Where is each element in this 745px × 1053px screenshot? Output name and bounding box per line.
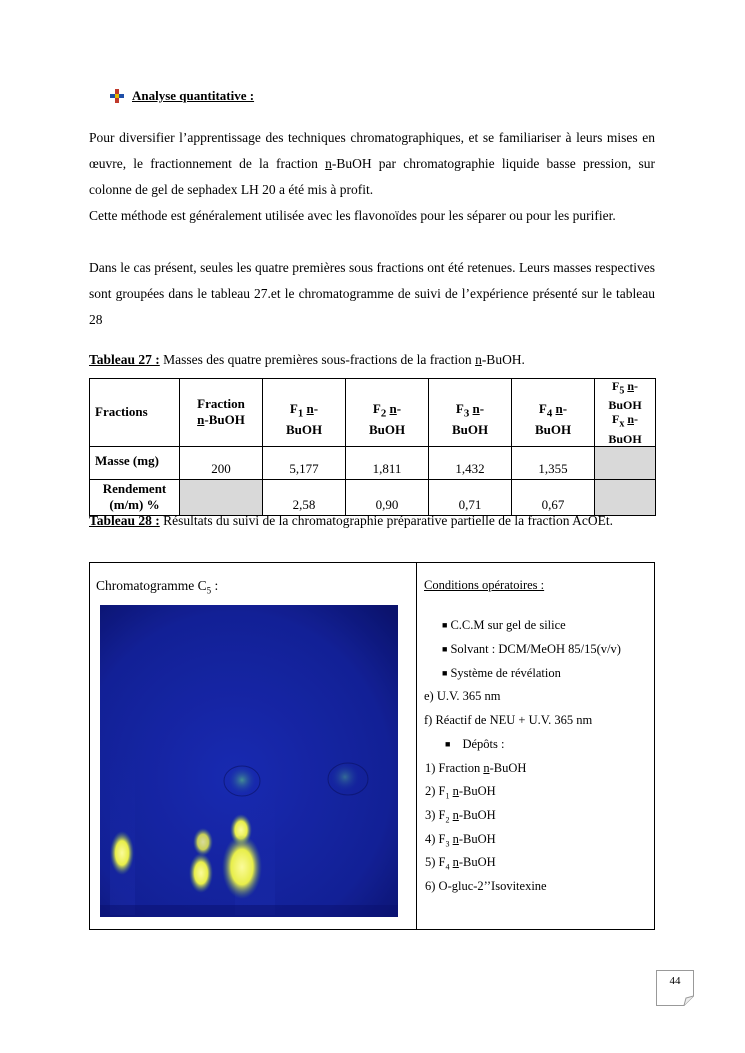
spot [193,828,213,856]
tlc-plate-drawing [100,605,398,917]
revelation-item: f) Réactif de NEU + U.V. 365 nm [424,713,593,727]
depot-item: 1) Fraction n-BuOH [425,761,527,775]
spot [110,831,134,875]
header-f5-fx: $F_5$ n-BuOH $F_x$ n-BuOH [595,379,656,447]
table-header-row [90,379,656,447]
table-cell: 5,177 [263,446,346,479]
table-cell: 2,58 [263,479,346,515]
header-f4: $F_4$ n- BuOH [512,379,595,447]
condition-item: ■ Solvant : DCM/MeOH 85/15(v/v) [442,642,621,656]
table-cell: 1,355 [512,446,595,479]
header-f1: $F_1$ n- BuOH [263,379,346,447]
paragraph-2: Cette méthode est généralement utilisée avec les flavonoïdes pour les séparer ou pour les purifier. [89,208,616,223]
depot-item: 5) $F_4$ n-BuOH [425,855,496,872]
table-cell: 1,811 [346,446,429,479]
depot-item: 3) $F_2$ n-BuOH [425,808,496,825]
depots-label: ■ Dépôts : [445,737,505,751]
row-label-masse: Masse (mg) [90,446,180,479]
paragraph-1: Pour diversifier l’apprentissage des techniques chromatographiques, et se familiariser à leurs mises en œuvre, le fractionnement de la fraction n-BuOH par chromatographie liquide basse pression, sur colonne de gel de sephadex LH 20 a été mis à profit. [89,130,655,197]
section-heading [110,88,254,104]
header-fraction-nbuoh: Fraction n-BuOH [180,379,263,447]
header-f2: $F_2$ n- BuOH [346,379,429,447]
spot [222,835,262,899]
table-cell: 1,432 [429,446,512,479]
table28-caption: Tableau 28 : Résultats du suivi de la chromatographie préparative partielle de la fraction AcOEt. [89,513,613,528]
table-cell: 200 [180,446,263,479]
page-number-box [656,970,694,1006]
depot-item: 2) $F_1$ n-BuOH [425,784,496,801]
table-row-masse [90,446,656,479]
tlc-plate-image [100,605,398,917]
table-cell: 0,67 [512,479,595,515]
table27-caption: Tableau 27 : Masses des quatre premières sous-fractions de la fraction n-BuOH. [89,352,525,367]
revelation-item: e) U.V. 365 nm [424,689,501,703]
cross-bullet-icon [110,89,124,103]
row-label-rendement: Rendement (m/m) % [90,479,180,515]
spot [228,766,256,794]
condition-item: ■ Système de révélation [442,666,561,680]
heading-text: Analyse quantitative : [132,88,255,103]
table-cell: 0,90 [346,479,429,515]
paragraph-3: Dans le cas présent, seules les quatre premières sous fractions ont été retenues. Leurs masses respectives sont groupées dans le tableau 27.et le chromatogramme de suivi de l’expérience présenté sur le tableau 28 [89,260,655,327]
spot [189,853,213,893]
table28-divider [416,562,417,930]
depot-item: 4) $F_3$ n-BuOH [425,832,496,849]
table27 [89,378,656,516]
table-cell-empty [595,446,656,479]
header-fractions: Fractions [90,379,180,447]
condition-item: ■ C.C.M sur gel de silice [442,618,566,632]
page-number: 44 [669,975,681,987]
table-cell: 0,71 [429,479,512,515]
header-f3: $F_3$ n- BuOH [429,379,512,447]
chromatogram-title: Chromatogramme $C_5$ : [96,578,219,596]
conditions-title: Conditions opératoires : [424,578,545,592]
depot-item: 6) O-gluc-2’’Isovitexine [425,879,547,893]
